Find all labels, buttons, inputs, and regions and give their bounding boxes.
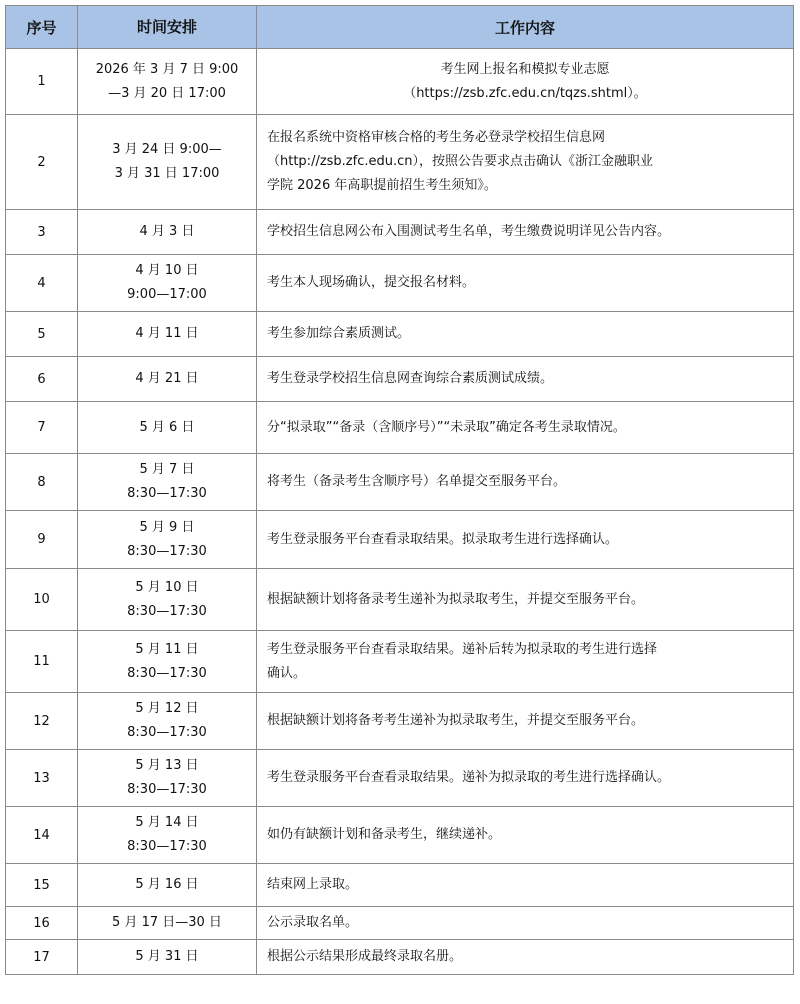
content-line: 在报名系统中资格审核合格的考生务必登录学校招生信息网 <box>267 130 606 145</box>
row-number: 15 <box>6 864 78 907</box>
time-line: 3 月 31 日 17:00 <box>114 166 220 181</box>
time-line: 4 月 10 日 <box>135 263 199 278</box>
row-number: 2 <box>6 115 78 210</box>
time-line: 8:30—17:30 <box>127 486 207 501</box>
row-number: 5 <box>6 312 78 357</box>
content-line: 考生登录服务平台查看录取结果。递补为拟录取的考生进行选择确认。 <box>267 770 671 785</box>
time-line: 4 月 11 日 <box>135 326 199 341</box>
time-cell <box>78 357 257 402</box>
row-number: 9 <box>6 511 78 569</box>
time-cell <box>78 255 257 312</box>
time-cell <box>78 631 257 693</box>
time-line: 5 月 7 日 <box>139 462 195 477</box>
time-cell <box>78 49 257 115</box>
content-line: 考生参加综合素质测试。 <box>267 326 411 341</box>
time-line: 4 月 3 日 <box>139 224 195 239</box>
time-line: 5 月 11 日 <box>135 641 199 657</box>
content-line: 学校招生信息网公布入围测试考生名单，考生缴费说明详见公告内容。 <box>267 224 671 239</box>
content-line: 考生本人现场确认，提交报名材料。 <box>267 275 476 290</box>
table-row <box>6 693 794 750</box>
table-row <box>6 402 794 454</box>
time-line: 5 月 13 日 <box>135 758 199 773</box>
content-cell <box>257 864 794 907</box>
time-line: 5 月 17 日—30 日 <box>112 915 222 930</box>
time-line: 8:30—17:30 <box>127 665 207 681</box>
table-row <box>6 357 794 402</box>
content-cell <box>257 357 794 402</box>
row-number: 10 <box>6 569 78 631</box>
content-line: 考生网上报名和模拟专业志愿 <box>440 61 610 77</box>
table-row <box>6 807 794 864</box>
time-cell <box>78 907 257 940</box>
content-cell <box>257 631 794 693</box>
content-cell <box>257 255 794 312</box>
time-cell <box>78 940 257 975</box>
time-line: 8:30—17:30 <box>127 782 207 797</box>
content-line: 考生登录学校招生信息网查询综合素质测试成绩。 <box>267 371 554 386</box>
row-number: 11 <box>6 631 78 693</box>
time-line: 5 月 10 日 <box>135 579 199 595</box>
table-row <box>6 907 794 940</box>
time-cell <box>78 750 257 807</box>
content-cell <box>257 569 794 631</box>
row-number: 13 <box>6 750 78 807</box>
content-line: 公示录取名单。 <box>267 915 359 930</box>
time-cell <box>78 312 257 357</box>
time-cell <box>78 864 257 907</box>
row-number: 4 <box>6 255 78 312</box>
content-cell <box>257 940 794 975</box>
content-line: （http://zsb.zfc.edu.cn），按照公告要求点击确认《浙江金融职业 <box>267 154 653 169</box>
content-cell <box>257 312 794 357</box>
row-number: 17 <box>6 940 78 975</box>
table-row <box>6 115 794 210</box>
header-no: 序号 <box>6 6 78 49</box>
table-row <box>6 255 794 312</box>
time-line: 3 月 24 日 9:00— <box>112 142 222 157</box>
time-cell <box>78 569 257 631</box>
time-line: 9:00—17:00 <box>127 287 207 302</box>
header-content: 工作内容 <box>257 6 794 49</box>
content-cell <box>257 511 794 569</box>
table-row <box>6 210 794 255</box>
time-cell <box>78 115 257 210</box>
time-line: 5 月 12 日 <box>135 701 199 716</box>
content-cell <box>257 402 794 454</box>
content-line: 如仍有缺额计划和备录考生，继续递补。 <box>267 827 502 842</box>
table-row <box>6 750 794 807</box>
table-row <box>6 940 794 975</box>
schedule-body <box>6 49 794 975</box>
content-cell <box>257 750 794 807</box>
table-row <box>6 631 794 693</box>
content-cell <box>257 807 794 864</box>
time-line: 2026 年 3 月 7 日 9:00 <box>95 61 239 77</box>
time-line: 4 月 21 日 <box>135 371 199 386</box>
content-line: 考生登录服务平台查看录取结果。递补后转为拟录取的考生进行选择 <box>267 641 658 657</box>
content-cell <box>257 693 794 750</box>
content-cell <box>257 49 794 115</box>
content-line: 确认。 <box>267 665 307 681</box>
row-number: 8 <box>6 454 78 511</box>
content-cell <box>257 115 794 210</box>
table-row <box>6 312 794 357</box>
time-line: 8:30—17:30 <box>127 839 207 854</box>
time-line: 5 月 6 日 <box>139 419 195 435</box>
row-number: 6 <box>6 357 78 402</box>
row-number: 7 <box>6 402 78 454</box>
content-cell <box>257 210 794 255</box>
row-number: 12 <box>6 693 78 750</box>
table-row <box>6 569 794 631</box>
schedule-table <box>5 5 794 975</box>
time-cell <box>78 807 257 864</box>
time-cell <box>78 511 257 569</box>
content-line: 结束网上录取。 <box>267 877 359 892</box>
content-line: 根据缺额计划将备录考生递补为拟录取考生，并提交至服务平台。 <box>267 591 645 607</box>
table-row <box>6 454 794 511</box>
content-line: 分“拟录取”“备录（含顺序号）”“未录取”确定各考生录取情况。 <box>267 419 626 435</box>
content-line: （https://zsb.zfc.edu.cn/tqzs.shtml）。 <box>403 85 647 101</box>
time-cell <box>78 454 257 511</box>
table-row <box>6 864 794 907</box>
time-cell <box>78 693 257 750</box>
time-line: 8:30—17:30 <box>127 725 207 740</box>
content-line: 考生登录服务平台查看录取结果。拟录取考生进行选择确认。 <box>267 531 619 547</box>
row-number: 3 <box>6 210 78 255</box>
time-cell <box>78 402 257 454</box>
header-time: 时间安排 <box>78 6 257 49</box>
row-number: 14 <box>6 807 78 864</box>
table-row <box>6 511 794 569</box>
time-line: 5 月 16 日 <box>135 877 199 892</box>
time-cell <box>78 210 257 255</box>
row-number: 16 <box>6 907 78 940</box>
content-line: 根据缺额计划将备考考生递补为拟录取考生，并提交至服务平台。 <box>267 713 645 728</box>
content-cell <box>257 907 794 940</box>
table-row <box>6 49 794 115</box>
time-line: 5 月 9 日 <box>139 519 195 535</box>
header-row <box>6 6 794 49</box>
time-line: 8:30—17:30 <box>127 603 207 619</box>
content-line: 学院 2026 年高职提前招生考生须知》。 <box>267 178 497 193</box>
time-line: 8:30—17:30 <box>127 543 207 559</box>
time-line: —3 月 20 日 17:00 <box>108 85 226 101</box>
content-line: 根据公示结果形成最终录取名册。 <box>267 949 463 964</box>
time-line: 5 月 31 日 <box>135 949 199 964</box>
time-line: 5 月 14 日 <box>135 815 199 830</box>
row-number: 1 <box>6 49 78 115</box>
content-line: 将考生（备录考生含顺序号）名单提交至服务平台。 <box>267 474 567 489</box>
content-cell <box>257 454 794 511</box>
